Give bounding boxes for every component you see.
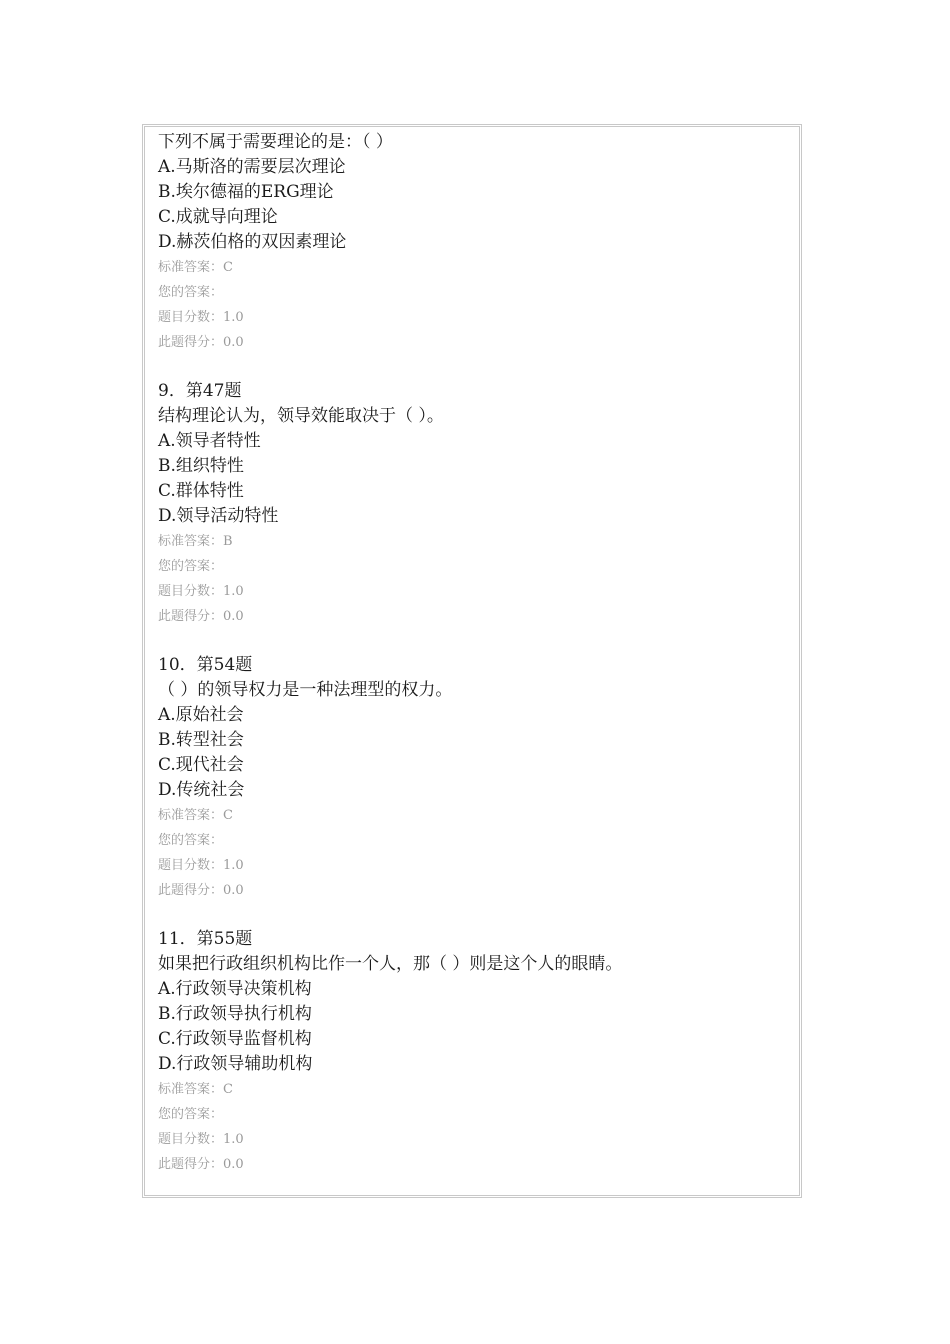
question-block (158, 927, 793, 1177)
option-a: A.马斯洛的需要层次理论 (158, 157, 346, 177)
option-c: C.现代社会 (158, 755, 244, 775)
question-block (158, 130, 793, 355)
question-stem: 如果把行政组织机构比作一个人，那（ ）则是这个人的眼睛。 (158, 954, 623, 974)
option-d: D.传统社会 (158, 780, 245, 800)
your-answer: 您的答案： (158, 1107, 224, 1122)
question-heading: 9．第47题 (158, 381, 242, 401)
option-a: A.原始社会 (158, 705, 244, 725)
option-d: D.赫茨伯格的双因素理论 (158, 232, 347, 252)
question-score: 题目分数：1.0 (158, 310, 244, 325)
question-score: 题目分数：1.0 (158, 1132, 244, 1147)
option-d: D.行政领导辅助机构 (158, 1054, 313, 1074)
standard-answer: 标准答案：C (158, 260, 233, 275)
earned-score: 此题得分：0.0 (158, 335, 244, 350)
option-d: D.领导活动特性 (158, 506, 279, 526)
standard-answer: 标准答案：C (158, 808, 233, 823)
option-a: A.领导者特性 (158, 431, 261, 451)
question-score: 题目分数：1.0 (158, 858, 244, 873)
question-heading: 10．第54题 (158, 655, 253, 675)
option-a: A.行政领导决策机构 (158, 979, 312, 999)
standard-answer: 标准答案：B (158, 534, 233, 549)
question-heading: 11．第55题 (158, 929, 253, 949)
question-panel (142, 124, 802, 1198)
option-b: B.组织特性 (158, 456, 244, 476)
option-b: B.转型社会 (158, 730, 244, 750)
question-list (158, 130, 793, 1177)
option-b: B.行政领导执行机构 (158, 1004, 312, 1024)
question-stem: 下列不属于需要理论的是：（ ） (158, 132, 393, 152)
option-c: C.群体特性 (158, 481, 244, 501)
option-b: B.埃尔德福的ERG理论 (158, 182, 334, 202)
question-score: 题目分数：1.0 (158, 584, 244, 599)
question-block (158, 653, 793, 903)
standard-answer: 标准答案：C (158, 1082, 233, 1097)
earned-score: 此题得分：0.0 (158, 883, 244, 898)
option-c: C.成就导向理论 (158, 207, 278, 227)
question-block (158, 379, 793, 629)
question-stem: （ ）的领导权力是一种法理型的权力。 (158, 680, 453, 700)
earned-score: 此题得分：0.0 (158, 1157, 244, 1172)
question-stem: 结构理论认为，领导效能取决于（ ）。 (158, 406, 444, 426)
option-c: C.行政领导监督机构 (158, 1029, 312, 1049)
earned-score: 此题得分：0.0 (158, 609, 244, 624)
your-answer: 您的答案： (158, 285, 224, 300)
your-answer: 您的答案： (158, 559, 224, 574)
your-answer: 您的答案： (158, 833, 224, 848)
